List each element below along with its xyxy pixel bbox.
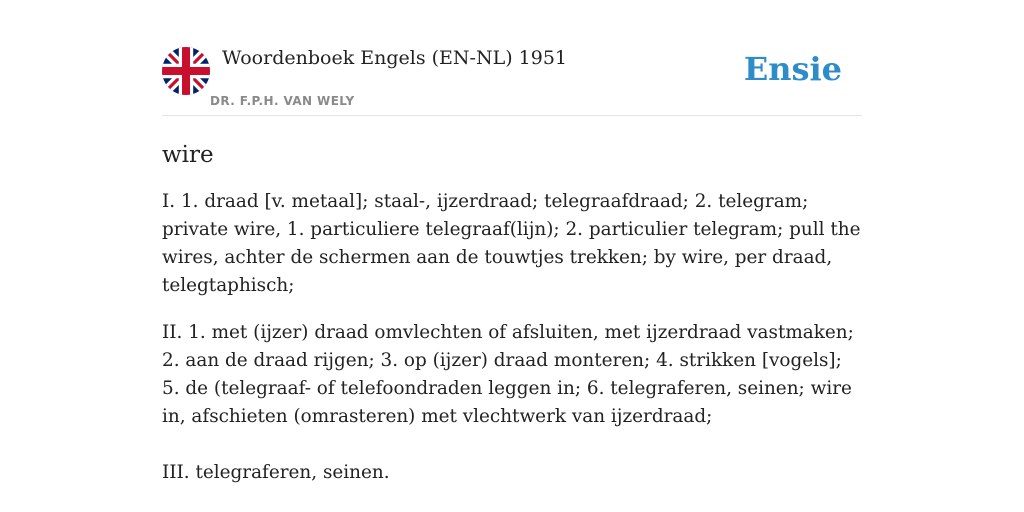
uk-flag-icon <box>162 47 210 95</box>
entry-headword: wire <box>162 142 214 168</box>
definition-sense-3: III. telegraferen, seinen. <box>162 462 390 483</box>
dictionary-author: DR. F.P.H. VAN WELY <box>210 94 355 108</box>
dictionary-title[interactable]: Woordenboek Engels (EN-NL) 1951 <box>222 47 567 69</box>
entry-definitions <box>162 188 862 487</box>
definition-sense-1: I. 1. draad [v. metaal]; staal-, ijzerdraad; telegraafdraad; 2. telegram; private wire, 1. particuliere telegraaf(lijn); 2. particulier telegram; pull the wires, achter de schermen aan de touwtjes trekken; by wire, per draad, telegtaphisch; <box>162 191 861 296</box>
definition-sense-2: II. 1. met (ijzer) draad omvlechten of afsluiten, met ijzerdraad vastmaken; 2. aan de draad rijgen; 3. op (ijzer) draad monteren; 4. strikken [vogels]; 5. de (telegraaf- of telefoondraden leggen in; 6. telegraferen, seinen; wire in, afschieten (omrasteren) met vlechtwerk van ijzerdraad; <box>162 322 854 427</box>
ensie-logo-link[interactable]: Ensie <box>743 50 842 88</box>
dictionary-card <box>162 40 862 487</box>
source-header <box>162 40 862 116</box>
